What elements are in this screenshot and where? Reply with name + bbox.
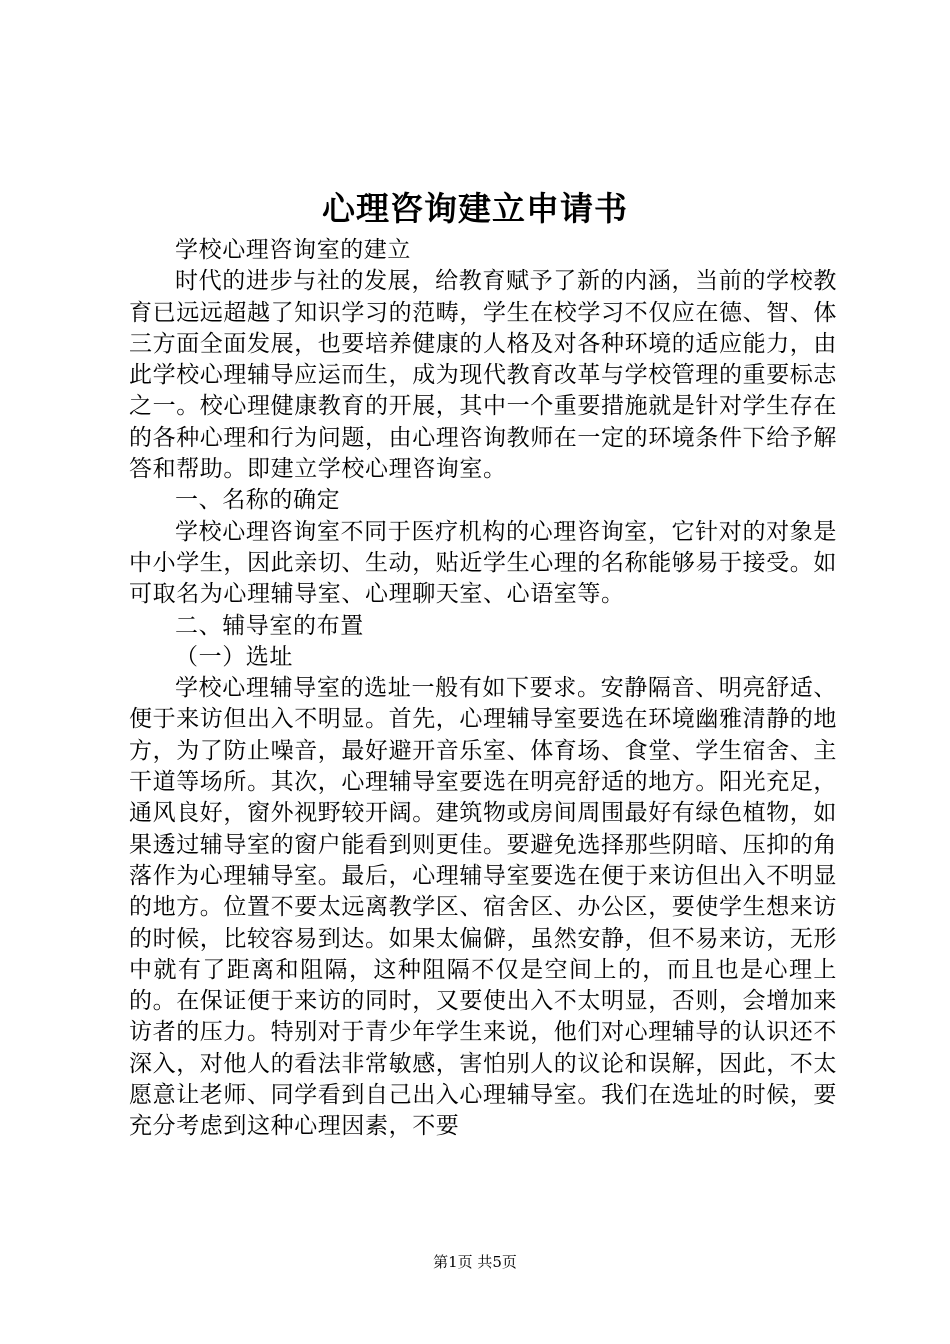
- paragraph: 学校心理辅导室的选址一般有如下要求。安静隔音、明亮舒适、便于来访但出入不明显。首先，心理辅导室要选在环境幽雅清静的地方，为了防止噪音，最好避开音乐室、体育场、食堂、学生宿舍、主干道等场所。其次，心理辅导室要选在明亮舒适的地方。阳光充足，通风良好，窗外视野较开阔。建筑物或房间周围最好有绿色植物，如果透过辅导室的窗户能看到则更佳。要避免选择那些阴暗、压抑的角落作为心理辅导室。最后，心理辅导室要选在便于来访但出入不明显的地方。位置不要太远离教学区、宿舍区、办公区，要使学生想来访的时候，比较容易到达。如果太偏僻，虽然安静，但不易来访，无形中就有了距离和阻隔，这种阻隔不仅是空间上的，而且也是心理上的。在保证便于来访的同时，又要使出入不太明显，否则，会增加来访者的压力。特别对于青少年学生来说，他们对心理辅导的认识还不深入，对他人的看法非常敏感，害怕别人的议论和误解，因此，不太愿意让老师、同学看到自己出入心理辅导室。我们在选址的时候，要充分考虑到这种心理因素，不要: [129, 675, 837, 1140]
- subsection-heading: （一）选址: [175, 643, 293, 670]
- document-title: 心理咨询建立申请书: [322, 189, 628, 228]
- paragraph-heading: 学校心理咨询室的建立: [175, 237, 411, 263]
- page-footer: 第1页 共5页: [433, 1253, 517, 1271]
- section-heading: 一、名称的确定: [175, 487, 341, 514]
- section-heading: 二、辅导室的布置: [175, 612, 364, 639]
- paragraph: 时代的进步与社的发展，给教育赋予了新的内涵，当前的学校教育已远远超越了知识学习的范畴，学生在校学习不仅应在德、智、体三方面全面发展，也要培养健康的人格及对各种环境的适应能力，由此学校心理辅导应运而生，成为现代教育改革与学校管理的重要标志之一。校心理健康教育的开展，其中一个重要措施就是针对学生存在的各种心理和行为问题，由心理咨询教师在一定的环境条件下给予解答和帮助。即建立学校心理咨询室。: [129, 268, 837, 483]
- document-body: [129, 235, 837, 1143]
- paragraph: 学校心理咨询室不同于医疗机构的心理咨询室，它针对的对象是中小学生，因此亲切、生动，贴近学生心理的名称能够易于接受。如可取名为心理辅导室、心理聊天室、心语室等。: [129, 518, 837, 608]
